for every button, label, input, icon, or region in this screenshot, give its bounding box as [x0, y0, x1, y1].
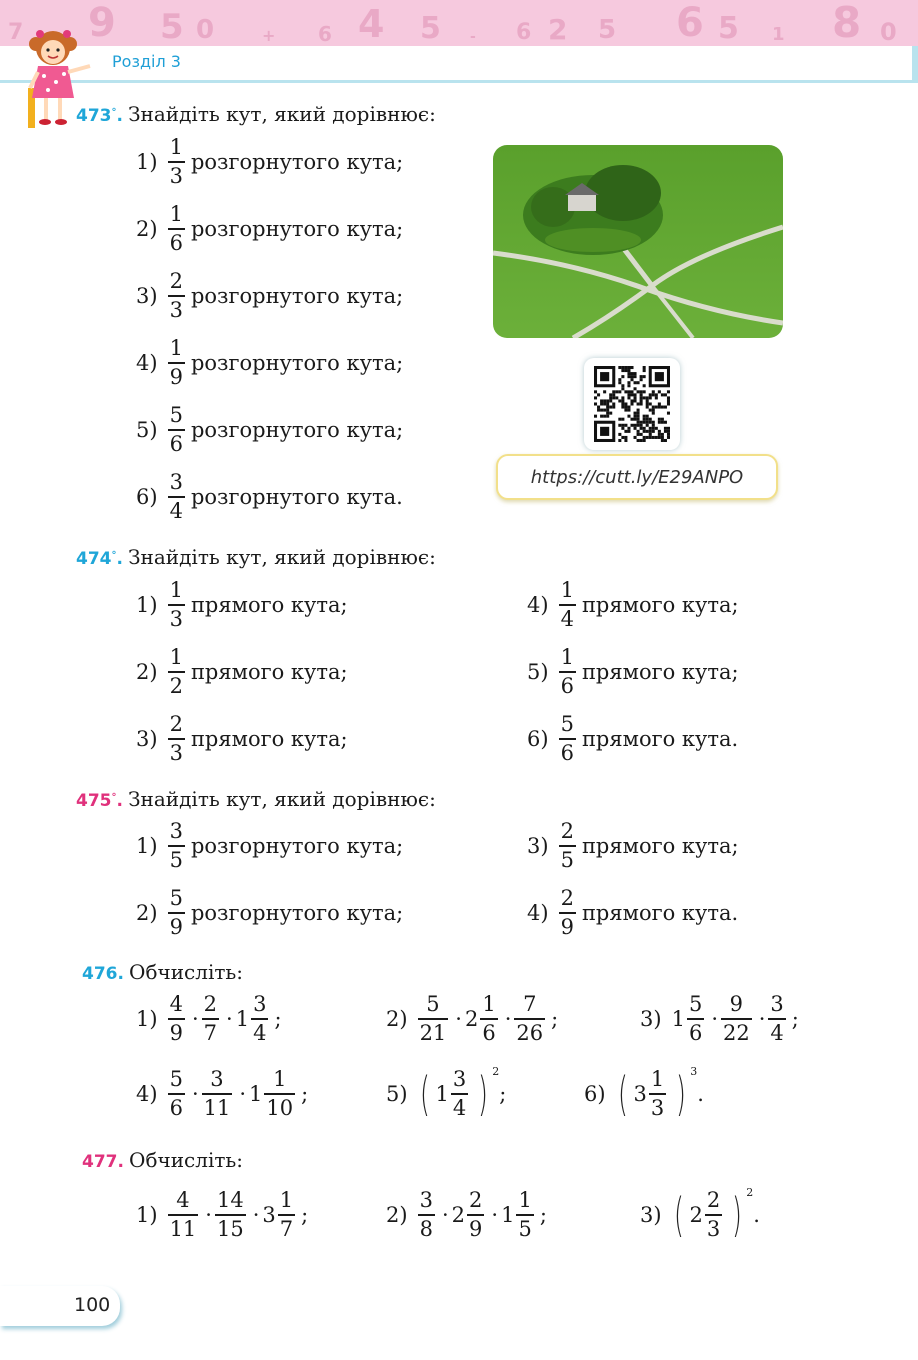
header-digit: 2	[548, 13, 568, 46]
fraction: $\frac{2}{3}$	[169, 269, 183, 322]
exercise-title: Знайдіть кут, який дорівнює:	[128, 545, 436, 569]
header-digit: 0	[196, 15, 215, 46]
item-text: прямого кута;	[581, 660, 739, 684]
exercise-number: 476.	[82, 964, 124, 984]
item-label: 4)	[527, 593, 549, 617]
fraction: $\frac{1}{2}$	[169, 645, 183, 698]
item-label: 1)	[136, 150, 158, 174]
ex474-item-4	[527, 574, 739, 636]
item-label: 3)	[527, 834, 549, 858]
item-text: розгорнутого кута;	[190, 351, 404, 375]
item-text: розгорнутого кута;	[190, 217, 404, 241]
item-label: 3)	[136, 284, 158, 308]
header-band	[0, 0, 918, 46]
header-digit: 5	[160, 6, 184, 46]
exercise-title: Знайдіть кут, який дорівнює:	[128, 787, 436, 811]
fraction: $\frac{1}{9}$	[169, 336, 183, 389]
header-digit: 6	[318, 22, 332, 46]
link-url[interactable]: https://cutt.ly/E29ANPO	[496, 454, 778, 500]
header-digit: 5	[598, 15, 617, 46]
item-label: 6)	[527, 727, 549, 751]
ex476-item-5: 5) ( 1 $\frac{3}{4}$ ) 2 ;	[386, 1065, 507, 1121]
exercise-title: Обчисліть:	[129, 960, 244, 984]
header-digit: 8	[832, 0, 862, 46]
item-text: розгорнутого кута.	[190, 485, 403, 509]
ex473-item-6	[136, 466, 403, 528]
section-label: Розділ 3	[112, 52, 181, 71]
fraction: $\frac{2}{5}$	[560, 819, 574, 872]
header-digit: +	[262, 26, 276, 46]
item-text: розгорнутого кута;	[190, 284, 404, 308]
item-label: 1)	[136, 834, 158, 858]
exercise-title: Обчисліть:	[129, 1148, 244, 1172]
item-text: розгорнутого кута;	[190, 150, 404, 174]
item-text: прямого кута;	[190, 593, 348, 617]
header-digit: 6	[516, 19, 532, 45]
fraction: $\frac{1}{6}$	[169, 202, 183, 255]
exercise-475-header	[76, 787, 436, 811]
item-label: 5)	[136, 418, 158, 442]
ex474-item-5	[527, 641, 739, 703]
header-digit: 5	[718, 11, 739, 46]
ex474-item-1	[136, 574, 348, 636]
item-label: 6)	[136, 485, 158, 509]
header-digit: 0	[880, 17, 897, 46]
fraction: $\frac{1}{3}$	[169, 578, 183, 631]
fraction: $\frac{2}{9}$	[560, 886, 574, 939]
ex473-item-2	[136, 198, 403, 260]
ex473-item-1	[136, 131, 403, 193]
item-text: прямого кута.	[581, 727, 739, 751]
exercise-number: 475°.	[76, 791, 123, 811]
field-crossroads-photo	[493, 145, 783, 338]
item-label: 5)	[527, 660, 549, 684]
item-text: прямого кута;	[581, 834, 739, 858]
fraction: $\frac{1}{4}$	[560, 578, 574, 631]
item-text: прямого кута;	[190, 727, 348, 751]
exercise-title: Знайдіть кут, який дорівнює:	[128, 102, 436, 126]
exercise-number: 477.	[82, 1152, 124, 1172]
fraction: $\frac{3}{5}$	[169, 819, 183, 872]
item-label: 2)	[136, 660, 158, 684]
fraction: $\frac{5}{6}$	[560, 712, 574, 765]
fraction: $\frac{1}{6}$	[560, 645, 574, 698]
ex477-item-3: 3) ( 2 $\frac{2}{3}$ ) 2 .	[640, 1186, 760, 1242]
ex477-item-1: 1) $\frac{4}{11}$ · $\frac{14}{15}$ · 3 $\frac{1}{7}$ ;	[136, 1188, 309, 1241]
ex474-item-2	[136, 641, 348, 703]
item-text: розгорнутого кута;	[190, 418, 404, 442]
ex474-item-3	[136, 708, 348, 770]
ex476-item-6: 6) ( 3 $\frac{1}{3}$ ) 3 .	[584, 1065, 704, 1121]
ex476-item-1: 1) $\frac{4}{9}$ · $\frac{2}{7}$ · 1 $\frac{3}{4}$ ;	[136, 992, 282, 1045]
ex475-item-3	[527, 815, 739, 877]
exercise-474-header	[76, 545, 436, 569]
item-text: розгорнутого кута;	[190, 834, 404, 858]
qr-code-icon	[594, 366, 670, 442]
ex475-item-4	[527, 882, 738, 944]
item-text: прямого кута.	[581, 901, 739, 925]
fraction: $\frac{1}{3}$	[169, 135, 183, 188]
ex476-item-3: 3) 1 $\frac{5}{6}$ · $\frac{9}{22}$ · $\frac{3}{4}$ ;	[640, 992, 799, 1045]
header-digit: 6	[676, 0, 704, 46]
header-digit: 4	[358, 2, 385, 46]
ex477-item-2: 2) $\frac{3}{8}$ · 2 $\frac{2}{9}$ · 1 $\frac{1}{5}$ ;	[386, 1188, 547, 1241]
exercise-477-header	[82, 1148, 243, 1172]
item-text: розгорнутого кута;	[190, 901, 404, 925]
fraction: $\frac{2}{3}$	[169, 712, 183, 765]
item-text: прямого кута;	[581, 593, 739, 617]
exercise-number: 474°.	[76, 549, 123, 569]
ex475-item-2	[136, 882, 403, 944]
ex473-item-4	[136, 332, 403, 394]
header-digit: 1	[772, 24, 785, 46]
exercise-number: 473°.	[76, 106, 123, 126]
qr-code-card[interactable]	[584, 358, 680, 450]
header-digit: 7	[8, 19, 24, 45]
item-label: 2)	[136, 901, 158, 925]
ex473-item-3	[136, 265, 403, 327]
item-label: 4)	[136, 351, 158, 375]
header-digit: -	[470, 28, 476, 45]
item-label: 4)	[527, 901, 549, 925]
ex473-item-5	[136, 399, 403, 461]
item-label: 3)	[136, 727, 158, 751]
page-number: 100	[74, 1294, 111, 1316]
fraction: $\frac{3}{4}$	[169, 470, 183, 523]
ex476-item-4: 4) $\frac{5}{6}$ · $\frac{3}{11}$ · 1 $\frac{1}{10}$ ;	[136, 1067, 309, 1120]
item-text: прямого кута;	[190, 660, 348, 684]
item-label: 1)	[136, 593, 158, 617]
header-digit: 9	[88, 0, 116, 46]
ex475-item-1	[136, 815, 403, 877]
ex474-item-6	[527, 708, 738, 770]
exercise-476-header	[82, 960, 243, 984]
ex476-item-2: 2) $\frac{5}{21}$ · 2 $\frac{1}{6}$ · $\frac{7}{26}$ ;	[386, 992, 559, 1045]
fraction: $\frac{5}{6}$	[169, 403, 183, 456]
exercise-473-header	[76, 102, 436, 126]
fraction: $\frac{5}{9}$	[169, 886, 183, 939]
item-label: 2)	[136, 217, 158, 241]
header-digit: 5	[420, 11, 441, 46]
